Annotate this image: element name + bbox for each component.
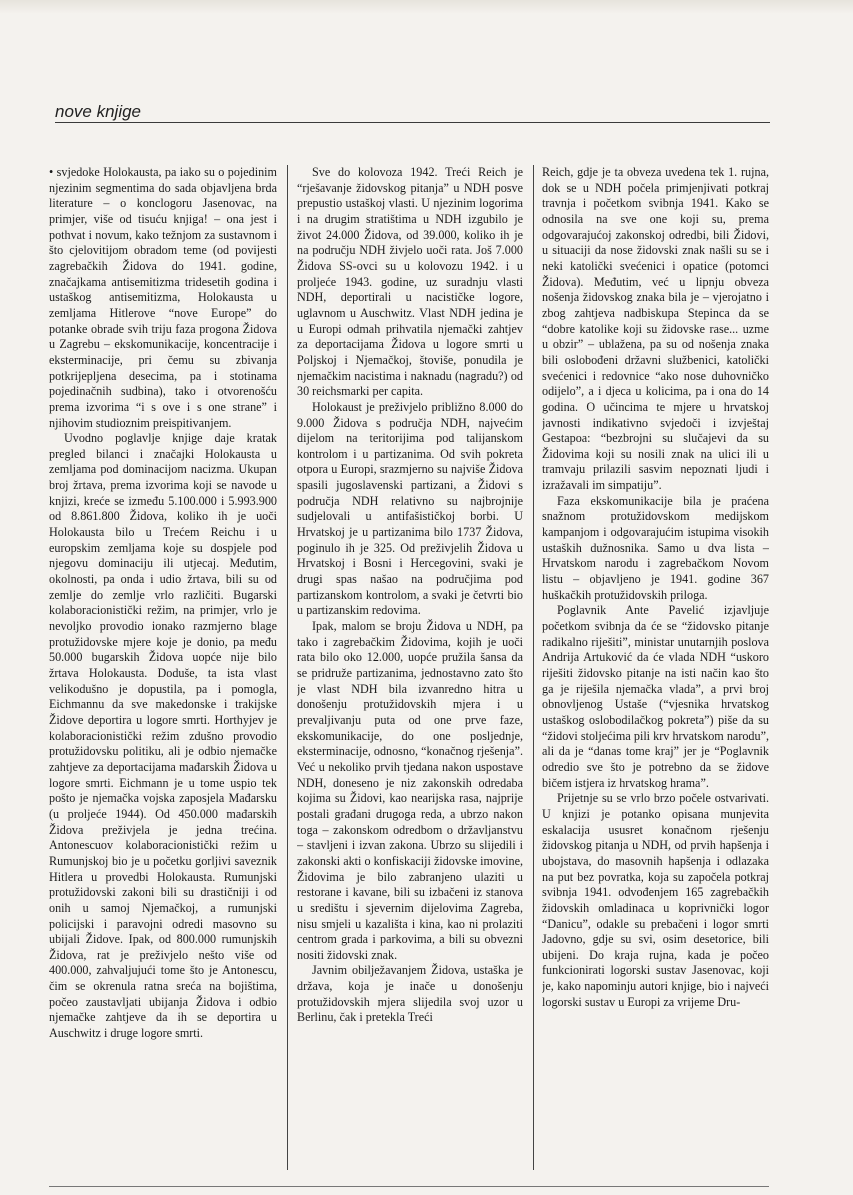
page-top-edge [0, 0, 853, 14]
paragraph: Uvodno poglavlje knjige daje kratak pregled bilanci i značajki Holokausta u zemljama pod dominacijom nacizma. Ukupan broj žrtava, prema izvorima koji se navode u knjizi, kreće se između 5.100.000 i 5.993.900 od 8.861.800 Židova, koliko ih je uoči Holokausta bilo u Trećem Reichu i u europskim zemljama koje su dospjele pod njegovu dominaciju ili utjecaj. Međutim, okolnosti, pa onda i udio žrtava, bili su od zemlje do zemlje vrlo različiti. Bugarski kolaboracionistički režim, na primjer, vrlo je nevoljko provodio ionako razmjerno blage protužidovske mjere koje je donio, pa među 50.000 bugarskih Židova uopće nije bilo žrtava Holokausta. Doduše, ta ista vlast velikodušno je dopustila, pa i pomogla, Eichmannu da sve makedonske i trakijske Židove deportira u logore smrti. Horthyjev je kolaboracionistički režim zdušno provodio protužidovsku politiku, ali je odbio njemačke zahtjeve za deportacijama mađarskih Židova u logore smrti. Eichmann je u tome uspio tek pošto je njemačka vojska zaposjela Mađarsku (u proljeće 1944). Od 450.000 mađarskih Židova preživjela je jedna trećina. Antonescuov kolaboracionistički režim u Rumunjskoj bio je u početku gorljivi saveznik Hitlera u provedbi Holokausta. Rumunjski protužidovski zakoni bili su drastičniji i od onih u samoj Njemačkoj, a rumunjski policijski i paravojni odredi masovno su ubijali Židove. Ipak, od 800.000 rumunjskih Židova, rat je preživjelo nešto više od 400.000, zahvaljujući tome što je Antonescu, čim se okrenula ratna sreća na bojištima, počeo zaustavljati ubijanja Židova i odbio njemačke zahtjeve da ih se deportira u Auschwitz i druge logore smrti. [49, 431, 277, 1041]
section-header [55, 102, 770, 126]
header-rule [55, 122, 770, 123]
bottom-rule [49, 1186, 769, 1187]
paragraph: Reich, gdje je ta obveza uvedena tek 1. rujna, dok se u NDH počela primjenjivati potkraj travnja i početkom svibnja 1941. Kako se odnosila na sve one koji su, prema odgovarajućoj zakonskoj odredbi, bili Židovi, u situaciji da nose židovski znak našli su se i neki katolički svećenici i opatice (potomci Židova). Međutim, već u lipnju obveza nošenja židovskog znaka bila je – vjerojatno i zbog zahtjeva nadbiskupa Stepinca da se “dobre katolike koji su židovske rase... uzme u obzir” – ublažena, pa su od nošenja znaka bili oslobođeni državni službenici, katolički svećenici i redovnice “ako nose duhovničko odijelo”, a i djeca u kolicima, pa i ona do 14 godina. O učincima te mjere u hrvatskoj javnosti indikativno svjedoči i izvještaj Gestapoa: “bezbrojni su slučajevi da su Židovima koji su nosili znak na ulici ili u tramvaju prilazili sasvim nepoznati ljudi i izražavali im simpatiju”. [542, 165, 769, 493]
section-title: nove knjige [55, 102, 145, 122]
paragraph: Faza ekskomunikacije bila je praćena snažnom protužidovskom medijskom kampanjom i odgovarajućim istupima visokih ustaških dužnosnika. Samo u dva lista – Hrvatskom narodu i zagrebačkom Novom listu – objavljeno je 1941. godine 367 huškačkih protužidovskih priloga. [542, 493, 769, 602]
paragraph: Ipak, malom se broju Židova u NDH, pa tako i zagrebačkim Židovima, kojih je uoči rata bilo oko 12.000, uopće pružila šansa da se pridruže partizanima, jednostavno zato što je vlast NDH bila izvanredno hitra u donošenju protužidovskih mjera i u prevaljivanju puta od one prve faze, ekskomunikacije, do one posljednje, eksterminacije, odnosno, “konačnog rješenja”. Već u nekoliko prvih tjedana nakon uspostave NDH, doneseno je niz zakonskih odredaba kojima su Židovi, kao nearijska rasa, najprije postali građani drugoga reda, a ubrzo nakon toga – zakonskom odredbom o državljanstvu – stavljeni i izvan zakona. Ubrzo su slijedili i zakonski akti o konfiskaciji židovske imovine, Židovima je bilo zabranjeno ulaziti u restorane i kavane, bili su izbačeni iz stanova u središtu i sjevernim dijelovima Zagreba, nisu smjeli u kazališta i kina, kao ni prolaziti centrom grada i parkovima, a bili su obvezni nositi židovski znak. [297, 619, 523, 962]
column-divider [287, 165, 288, 1170]
text-column-2 [297, 165, 523, 1170]
paragraph: • svjedoke Holokausta, pa iako su o pojedinim njezinim segmentima do sada objavljena brda literature – o konclogoru Jasenovac, na primjer, više od tisuću knjiga! – ona jest i pothvat i novum, kako težnjom za sustavnom i što cjelovitijom obradom teme (od povijesti zagrebačkih Židova do 1941. godine, značajkama antisemitizma tridesetih godina i ustaškog antisemitizma, Holokausta u zemljama Hitlerove “nove Europe” do potanke obrade svih triju faza progona Židova u Zagrebu – ekskomunikacije, koncentracije i eksterminacije, pri čemu su zbivanja potkrijepljena desecima, pa i stotinama pojedinačnih sudbina), tako i otvorenošću prema izvorima “i s ove i s one strane” i njihovim studioznim preispitivanjem. [49, 165, 277, 430]
article-body [49, 165, 769, 1170]
paragraph: Poglavnik Ante Pavelić izjavljuje početkom svibnja da će se “židovsko pitanje radikalno riješiti”, ministar unutarnjih poslova Andrija Artuković da će vlada NDH “uskoro riješiti židovsko pitanje na isti način kao što ga je riješila njemačka vlada”, a prvi broj obnovljenog Ustaše (“vjesnika hrvatskog ustaškog oslobodilačkog pokreta”) piše da su “židovi stoljećima pili krv hrvatskom narodu”, ali da je “danas tome kraj” jer je “Poglavnik odredio sve što je potrebno da se židove bičem istjera iz hrvatskog hrama”. [542, 603, 769, 790]
paragraph: Holokaust je preživjelo približno 8.000 do 9.000 Židova s područja NDH, najvećim dijelom na teritorijima pod talijanskom kontrolom i u partizanima. Od svih pokreta otpora u Europi, srazmjerno su najviše Židova spasili jugoslavenski partizani, a Židovi s područja NDH relativno su najbrojnije sudjelovali u antifašističkoj borbi. U Hrvatskoj je u partizanima bilo 1737 Židova, poginulo ih je 325. Od preživjelih Židova u Hrvatskoj i Bosni i Hercegovini, svaki je drugi spas našao na područjima pod partizanskom kontrolom, a svaki je četvrti bio u partizanskim redovima. [297, 399, 523, 618]
text-column-3 [542, 165, 769, 1170]
paragraph: Prijetnje su se vrlo brzo počele ostvarivati. U knjizi je potanko opisana munjevita eskalacija ususret konačnom rješenju židovskog pitanja u NDH, od prvih hapšenja i ubojstava, do masovnih hapšenja i odlazaka na put bez povratka, koja su započela potkraj svibnja 1941. odvođenjem 165 zagrebačkih židovskih omladinaca u koprivnički logor “Danicu”, odakle su prebačeni i logor smrti Jadovno, gdje su svi, osim desetorice, bili ubijeni. Do kraja rujna, kada je počeo funkcionirati logorski sustav Jasenovac, koji je, kako napominju autori knjige, bio i najveći logorski sustav u Europi za vrijeme Dru- [542, 791, 769, 1009]
text-column-1 [49, 165, 277, 1170]
paragraph: Sve do kolovoza 1942. Treći Reich je “rješavanje židovskog pitanja” u NDH posve prepustio ustaškoj vlasti. U njezinim logorima i na drugim stratištima u NDH izgubilo je život 24.000 Židova, od 39.000, koliko ih je na području NDH živjelo uoči rata. Još 7.000 Židova SS-ovci su u kolovozu 1942. i u proljeće 1943. godine, uz suradnju vlasti NDH, deportirali u nacističke logore, uglavnom u Auschwitz. Vlast NDH jedina je u Europi odmah prihvatila njemački zahtjev za deportacijama Židova u logore smrti u Poljskoj i Njemačkoj, štoviše, ponudila je njemačkim nacistima i naknadu (nagradu?) od 30 reichsmarki per capita. [297, 165, 523, 399]
paragraph: Javnim obilježavanjem Židova, ustaška je država, koja je inače u donošenju protužidovskih mjera slijedila svoj uzor u Berlinu, čak i pretekla Treći [297, 963, 523, 1025]
column-divider [533, 165, 534, 1170]
